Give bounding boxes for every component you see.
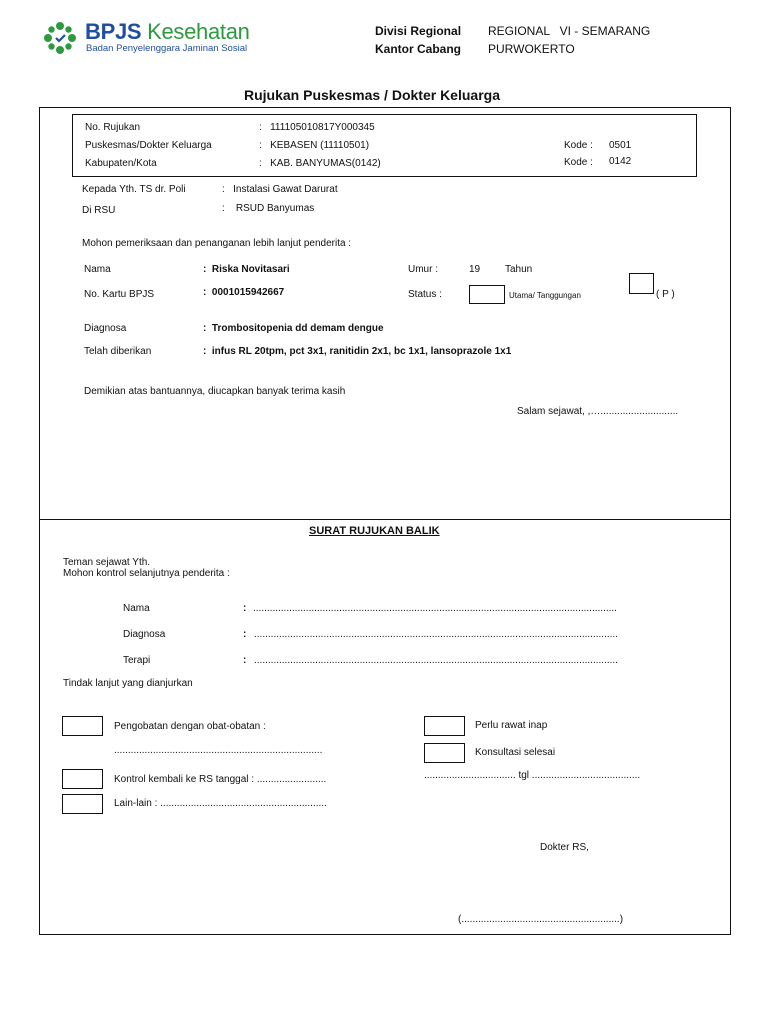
kepada-value: : Instalasi Gawat Darurat	[222, 184, 338, 195]
logo-bpjs: BPJS	[85, 19, 142, 44]
obat-dots: ...........................................................................	[114, 745, 323, 756]
obat-label: Pengobatan dengan obat-obatan :	[114, 721, 266, 732]
balik-terapi-label: Terapi	[123, 655, 151, 666]
rsu-value: : RSUD Banyumas	[222, 203, 315, 214]
gender-checkbox[interactable]	[629, 273, 654, 294]
gender-value: ( P )	[656, 289, 675, 300]
dokter-label: Dokter RS,	[540, 842, 589, 853]
balik-diagnosa-label: Diagnosa	[123, 629, 166, 640]
status-label: Status :	[408, 289, 442, 300]
teman-text: Teman sejawat Yth.	[63, 557, 151, 568]
section-divider	[39, 519, 731, 520]
demikian-text: Demikian atas bantuannya, diucapkan banyak terima kasih	[84, 386, 346, 397]
form-border	[39, 107, 731, 935]
kantor-label: Kantor Cabang	[375, 42, 462, 56]
tindak-text: Tindak lanjut yang dianjurkan	[63, 678, 193, 689]
konsul-label: Konsultasi selesai	[475, 747, 556, 758]
kode-label-1: Kode :	[564, 140, 593, 151]
kab-value: : KAB. BANYUMAS(0142)	[259, 158, 381, 169]
nama-value: : Riska Novitasari	[203, 264, 290, 275]
balik-diagnosa-colon: :	[243, 629, 247, 640]
diagnosa-label: Diagnosa	[84, 323, 127, 334]
diagnosa-value: : Trombositopenia dd demam dengue	[203, 323, 384, 334]
balik-nama-colon: :	[243, 603, 247, 614]
kode-label-2: Kode :	[564, 157, 593, 168]
divisi-label: Divisi Regional	[375, 24, 462, 38]
rawat-label: Perlu rawat inap	[475, 720, 548, 731]
kontrol-label: Kontrol kembali ke RS tanggal : .........................	[114, 774, 327, 785]
diberikan-value: : infus RL 20tpm, pct 3x1, ranitidin 2x1, bc 1x1, lansoprazole 1x1	[203, 346, 512, 357]
tgl-line: ................................. tgl .......................................	[424, 770, 641, 781]
signature-line: (.........................................................)	[458, 914, 624, 925]
logo-subtitle: Badan Penyelenggara Jaminan Sosial	[86, 43, 248, 54]
umur-label: Umur :	[408, 264, 438, 275]
balik-terapi-colon: :	[243, 655, 247, 666]
obat-checkbox[interactable]	[62, 716, 103, 736]
balik-terapi-dots: ...................................................................................................................................	[254, 655, 618, 666]
kode-value-1: 0501	[609, 140, 632, 151]
puskesmas-label: Puskesmas/Dokter Keluarga	[85, 140, 212, 151]
rujukan-label: No. Rujukan	[85, 122, 141, 133]
kantor-value: PURWOKERTO	[488, 42, 575, 56]
balik-nama-dots: ...................................................................................................................................	[253, 603, 617, 614]
status-checkbox[interactable]	[469, 285, 505, 304]
rsu-label: Di RSU	[82, 205, 116, 216]
konsul-checkbox[interactable]	[424, 743, 465, 763]
balik-title: SURAT RUJUKAN BALIK	[309, 525, 440, 537]
lain-label: Lain-lain : ............................................................	[114, 798, 327, 809]
logo-kesehatan: Kesehatan	[147, 19, 250, 44]
status-hint: Utama/ Tanggungan	[509, 291, 581, 300]
kartu-value: : 0001015942667	[203, 287, 285, 298]
kepada-label: Kepada Yth. TS dr. Poli	[82, 184, 186, 195]
lain-checkbox[interactable]	[62, 794, 103, 814]
kartu-label: No. Kartu BPJS	[84, 289, 155, 300]
rawat-checkbox[interactable]	[424, 716, 465, 736]
salam-text: Salam sejawat, ,…............................	[517, 406, 679, 417]
balik-mohon-text: Mohon kontrol selanjutnya penderita :	[63, 568, 230, 579]
mohon-text: Mohon pemeriksaan dan penanganan lebih lanjut penderita :	[82, 238, 352, 249]
umur-value: 19	[469, 264, 481, 275]
page-title: Rujukan Puskesmas / Dokter Keluarga	[244, 87, 500, 103]
balik-diagnosa-dots: ...................................................................................................................................	[254, 629, 618, 640]
bpjs-logo-icon	[43, 21, 77, 55]
tahun-label: Tahun	[505, 264, 533, 275]
kontrol-checkbox[interactable]	[62, 769, 103, 789]
diberikan-label: Telah diberikan	[84, 346, 152, 357]
kab-label: Kabupaten/Kota	[85, 158, 157, 169]
balik-nama-label: Nama	[123, 603, 150, 614]
nama-label: Nama	[84, 264, 111, 275]
rujukan-value: : 111105010817Y000345	[259, 122, 375, 133]
divisi-value: REGIONAL VI - SEMARANG	[488, 24, 651, 38]
kode-value-2: 0142	[609, 156, 632, 167]
puskesmas-value: : KEBASEN (11110501)	[259, 140, 370, 151]
logo-wordmark	[85, 19, 250, 45]
